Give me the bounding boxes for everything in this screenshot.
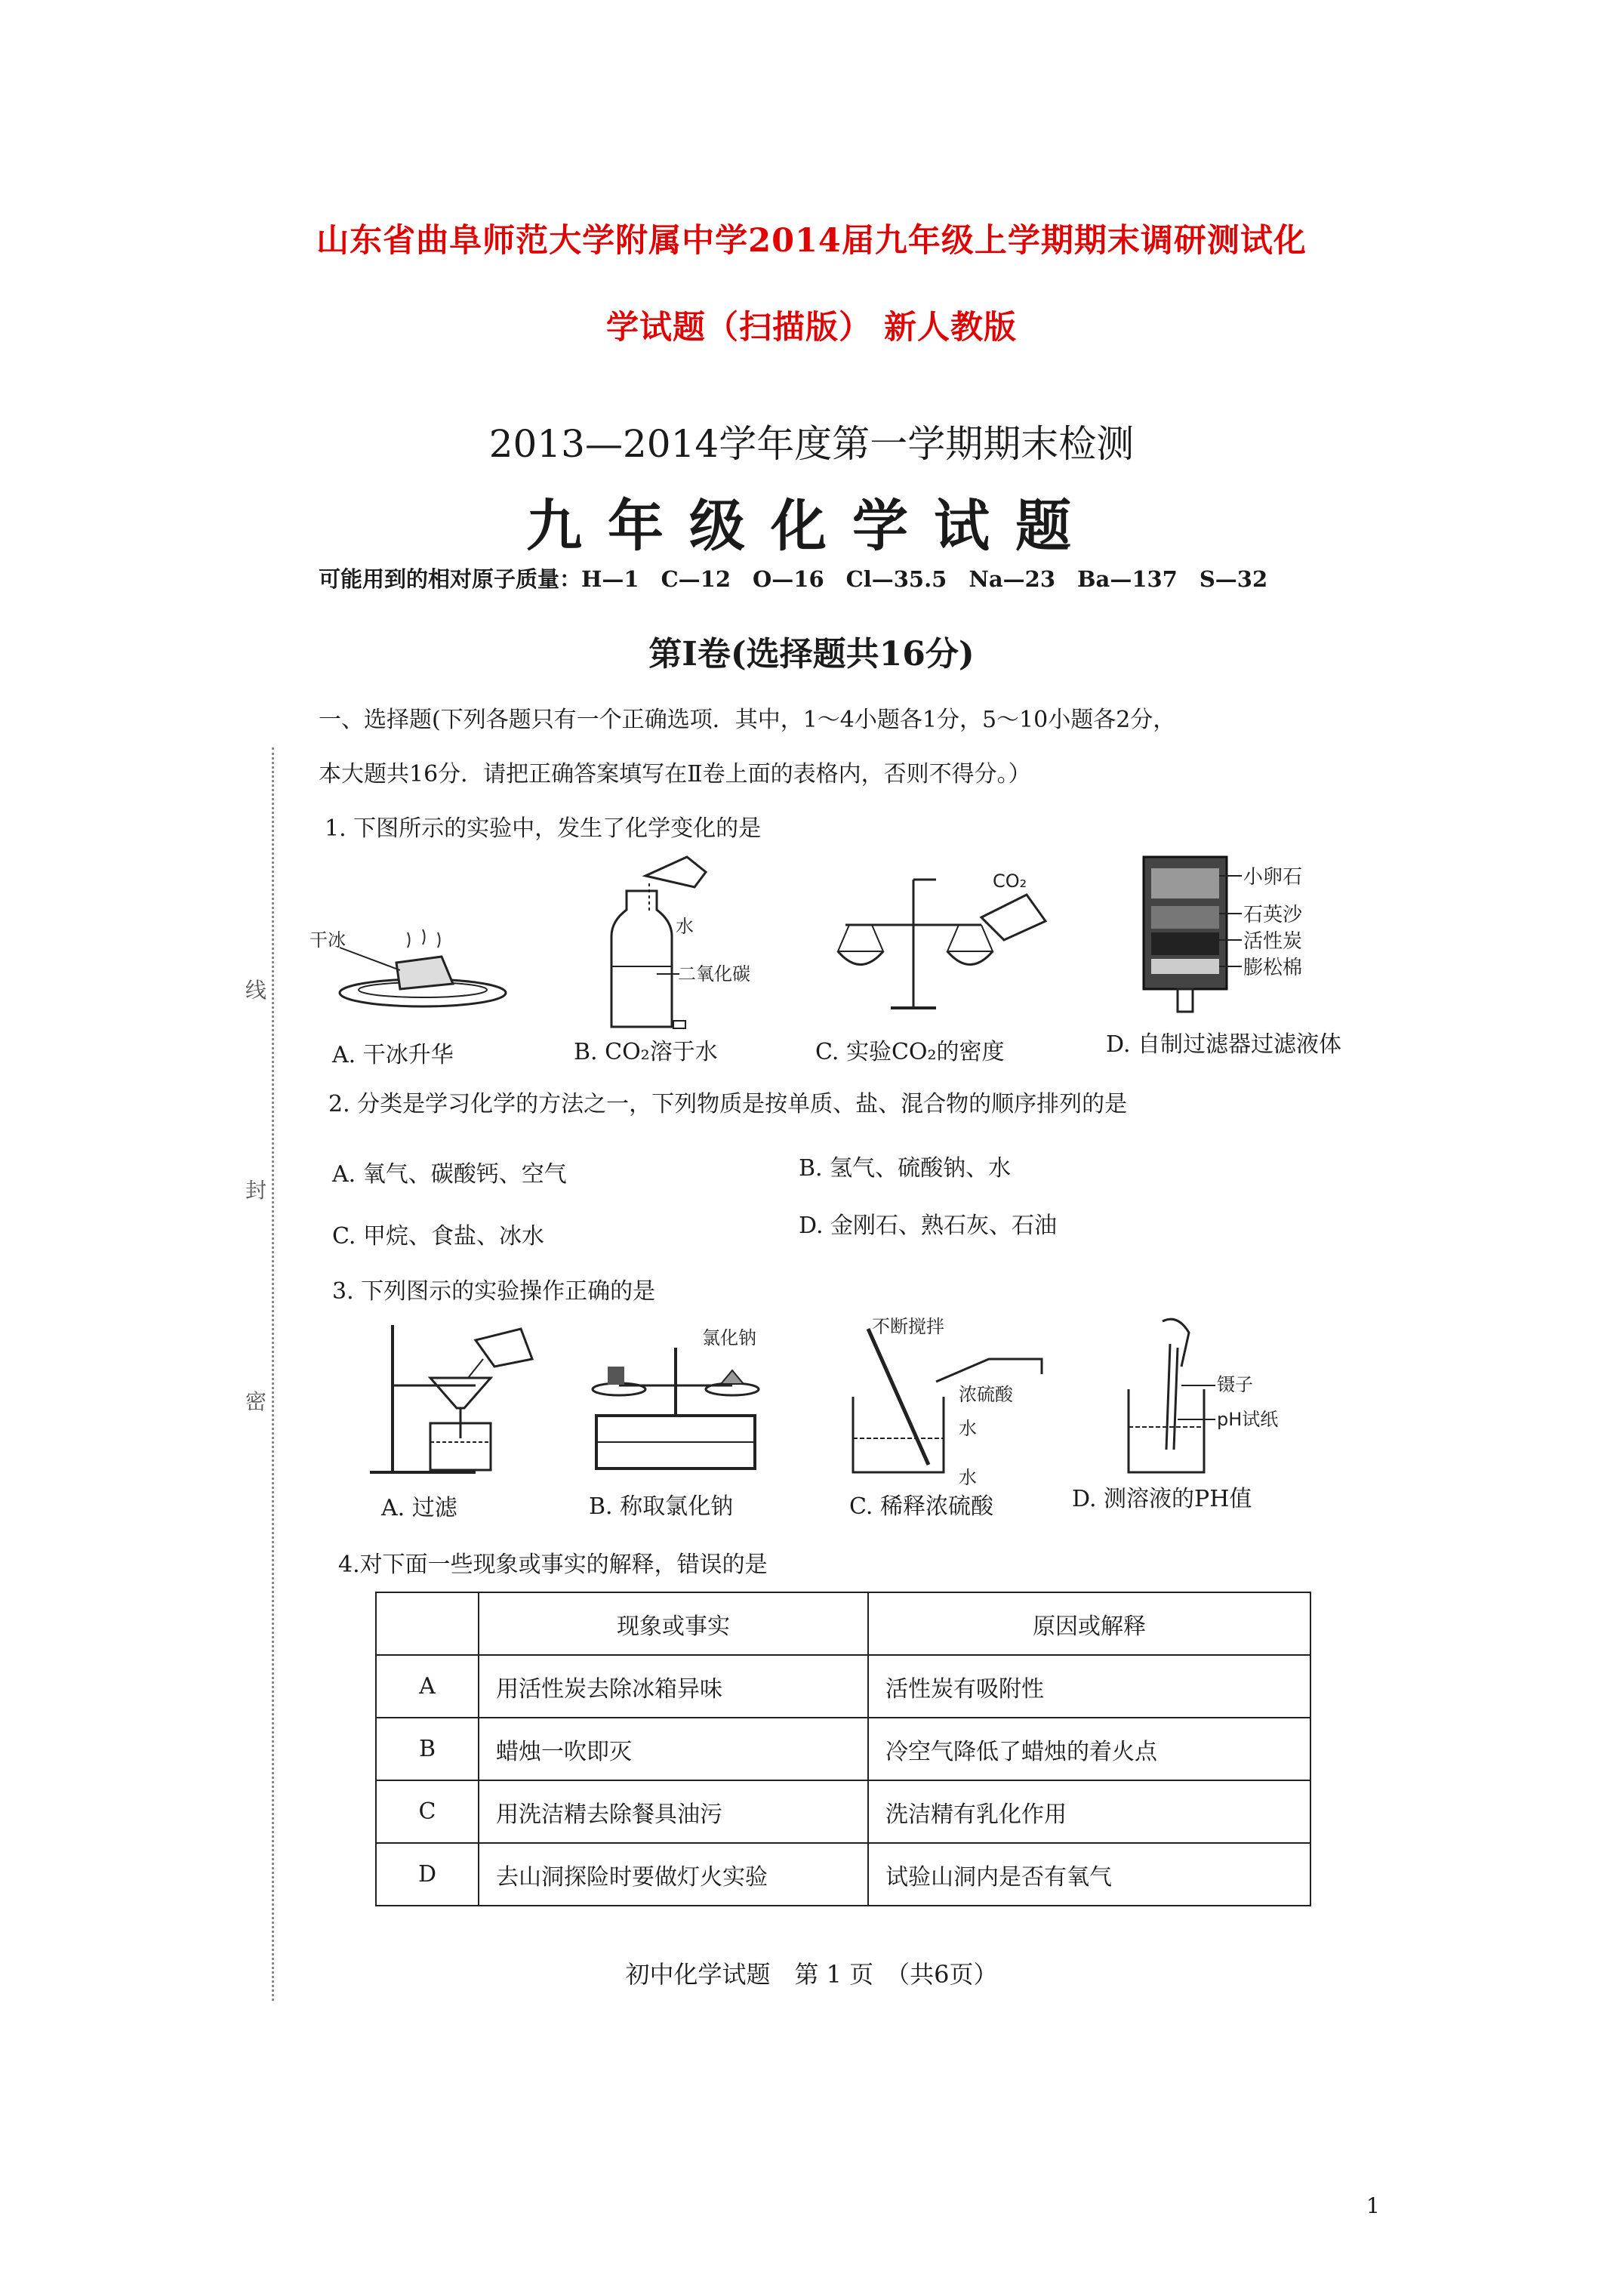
document-title-line1: 山东省曲阜师范大学附属中学2014届九年级上学期期末调研测试化: [316, 222, 1307, 260]
table-cell: 用活性炭去除冰箱异味: [479, 1655, 868, 1718]
table-cell-label: A: [376, 1655, 479, 1718]
page-number: 1: [1366, 2193, 1380, 2218]
document-title-line2: 学试题（扫描版） 新人教版: [606, 309, 1017, 347]
table-header-cell: [376, 1592, 479, 1655]
q2-option-c: C. 甲烷、食盐、冰水: [332, 1223, 544, 1250]
margin-label-feng: 封: [245, 1178, 267, 1203]
table-cell: 用洗洁精去除餐具油污: [479, 1780, 868, 1843]
exam-heading-year: 2013—2014学年度第一学期期末检测: [488, 422, 1135, 466]
table-cell: 去山洞探险时要做灯火实验: [479, 1843, 868, 1906]
atomic-masses: 可能用到的相对原子质量：H—1 C—12 O—16 Cl—35.5 Na—23 Ba—137 S—32: [319, 566, 1268, 592]
q1-fig-d-cotton: 膨松棉: [1243, 957, 1303, 979]
q1-option-b: B. CO₂溶于水: [574, 1039, 718, 1065]
table-row: [376, 1718, 1310, 1780]
q1-figure-b: [581, 846, 762, 1034]
margin-label-mi: 密: [245, 1389, 267, 1414]
q1-fig-a-label: 干冰: [310, 929, 346, 951]
table-cell-label: D: [376, 1843, 479, 1906]
table-header-row: [376, 1592, 1310, 1655]
q1-figure-d: [1136, 849, 1347, 1023]
table-row: [376, 1655, 1310, 1718]
table-cell: 洗洁精有乳化作用: [868, 1780, 1310, 1843]
q3-fig-d-tweezers: 镊子: [1217, 1374, 1253, 1395]
q2-option-b: B. 氢气、硫酸钠、水: [799, 1155, 1012, 1182]
margin-label-xian: 线: [245, 978, 267, 1003]
q1-option-a: A. 干冰升华: [332, 1042, 454, 1068]
table-row: [376, 1843, 1310, 1906]
q3-option-b: B. 称取氯化钠: [589, 1493, 734, 1520]
table-row: [376, 1780, 1310, 1843]
q3-fig-c-water1: 水: [959, 1418, 977, 1439]
table-cell: 蜡烛一吹即灭: [479, 1718, 868, 1780]
table-cell: 冷空气降低了蜡烛的着火点: [868, 1718, 1310, 1780]
q3-option-d: D. 测溶液的PH值: [1072, 1486, 1252, 1512]
q2-option-d: D. 金刚石、熟石灰、石油: [799, 1213, 1058, 1239]
q3-option-a: A. 过滤: [381, 1495, 457, 1521]
page-footer: 初中化学试题 第 1 页 （共6页）: [625, 1960, 998, 1989]
table-cell-label: B: [376, 1718, 479, 1780]
q1-option-c: C. 实验CO₂的密度: [815, 1039, 1005, 1065]
q1-fig-b-co2: 二氧化碳: [678, 963, 750, 985]
q2-stem: 2. 分类是学习化学的方法之一，下列物质是按单质、盐、混合物的顺序排列的是: [328, 1091, 1128, 1117]
q4-table: [375, 1592, 1311, 1906]
q3-fig-b-label: 氯化钠: [702, 1327, 756, 1348]
q2-option-a: A. 氧气、碳酸钙、空气: [332, 1161, 567, 1188]
exam-heading-subject: 九年级化学试题: [526, 494, 1097, 559]
binding-line: [272, 747, 274, 2001]
q3-figure-a: [362, 1318, 551, 1484]
table-cell: 活性炭有吸附性: [868, 1655, 1310, 1718]
instructions-line2: 本大题共16分．请把正确答案填写在Ⅱ卷上面的表格内，否则不得分。）: [319, 761, 1031, 787]
q3-fig-c-water2: 水: [959, 1467, 977, 1487]
q3-stem: 3. 下列图示的实验操作正确的是: [332, 1278, 656, 1305]
q3-fig-d-paper: pH试纸: [1217, 1409, 1279, 1430]
q1-figure-a: [310, 895, 513, 1023]
q3-fig-c-acid: 浓硫酸: [959, 1384, 1013, 1405]
q3-figure-d: [1117, 1314, 1329, 1487]
q1-option-d: D. 自制过滤器过滤液体: [1106, 1031, 1342, 1058]
q1-figure-c: [830, 864, 1057, 1015]
instructions-line1: 一、选择题(下列各题只有一个正确选项．其中，1～4小题各1分，5～10小题各2分，: [319, 707, 1176, 733]
table-cell: 试验山洞内是否有氧气: [868, 1843, 1310, 1906]
q1-fig-d-carbon: 活性炭: [1243, 930, 1303, 953]
q3-fig-c-stir: 不断搅拌: [872, 1316, 944, 1337]
section-heading: 第Ⅰ卷(选择题共16分): [648, 635, 975, 673]
q3-figure-c: [838, 1314, 1079, 1487]
q4-stem: 4.对下面一些现象或事实的解释，错误的是: [338, 1552, 768, 1578]
table-header-cell: 现象或事实: [479, 1592, 868, 1655]
table-cell-label: C: [376, 1780, 479, 1843]
q1-fig-b-water: 水: [676, 916, 694, 937]
q1-stem: 1. 下图所示的实验中，发生了化学变化的是: [325, 815, 762, 842]
table-header-cell: 原因或解释: [868, 1592, 1310, 1655]
q1-fig-d-quartz: 石英沙: [1243, 904, 1303, 926]
q3-figure-b: [574, 1318, 800, 1484]
q3-option-c: C. 稀释浓硫酸: [849, 1493, 993, 1520]
q1-fig-d-pebbles: 小卵石: [1243, 866, 1303, 889]
q1-fig-c-co2: CO₂: [993, 871, 1027, 892]
